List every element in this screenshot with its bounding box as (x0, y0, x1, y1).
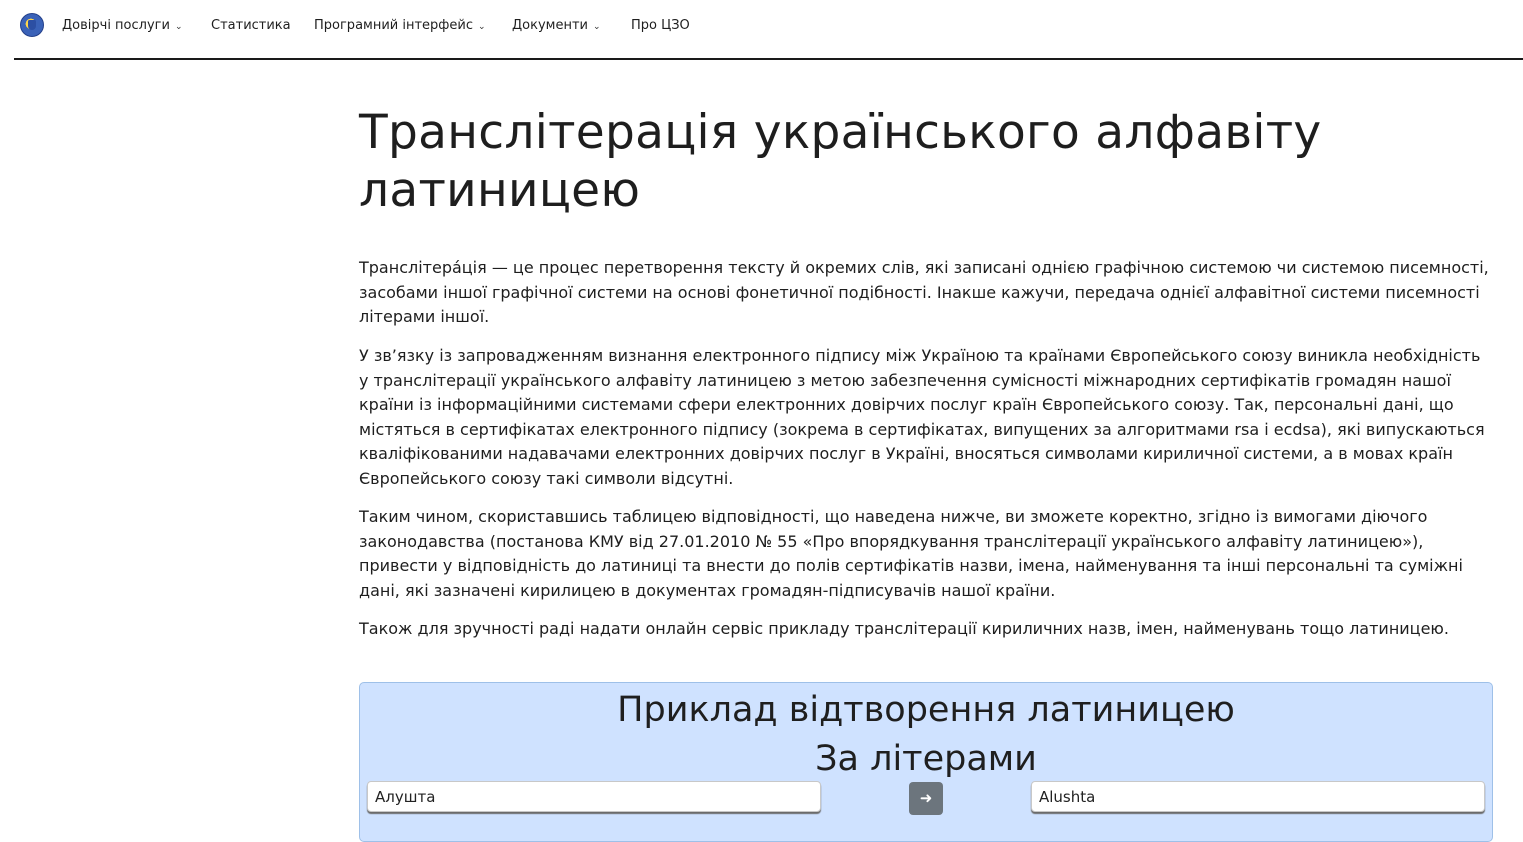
intro-paragraph-2: У зв’язку із запровадженням визнання електронного підпису між Україною та країнами Європейського союзу виникла необхідність у транслітерації українського алфавіту латиницею з метою забезпечення сумісності міжнародних сертифікатів громадян нашої країни із інформаційними системами сфери електронних довірчих послуг країн Європейського союзу. Так, персональні дані, що містяться в сертифікатах електронного підпису (зокрема в сертифікатах, випущених за алгоритмами rsa і ecdsa), які випускаються кваліфікованими надавачами електронних довірчих послуг в Україні, вносяться символами кириличної системи, а в мовах країн Європейського союзу такі символи відсутні. (359, 346, 1485, 488)
transliterate-button[interactable] (909, 782, 943, 815)
nav-about[interactable] (631, 18, 690, 33)
intro-paragraph-1: Транслітера́ція — це процес перетворення тексту й окремих слів, які записані однією графічною системою чи системою писемності, засобами іншої графічної системи на основі фонетичної подібності. Інакше кажучи, передача однієї алфавітної системи писемності літерами іншої. (359, 258, 1489, 326)
page-title: Транслітерація українського алфавіту латиницею (359, 105, 1322, 218)
nav-api[interactable] (314, 18, 486, 33)
nav-statistics[interactable] (211, 18, 291, 33)
latin-output-field[interactable] (1031, 781, 1485, 812)
intro-paragraph-4: Також для зручності раді надати онлайн сервіс прикладу транслітерації кириличних назв, імен, найменувань тощо латиницею. (359, 619, 1449, 638)
top-navbar (14, 0, 1523, 60)
nav-api-label: Програмний інтерфейс (314, 18, 474, 33)
chevron-down-icon: ⌄ (478, 21, 486, 32)
site-logo-icon[interactable] (20, 13, 44, 37)
nav-trust-services[interactable] (62, 18, 183, 33)
example-title: Приклад відтворення латиницею (617, 690, 1235, 730)
example-subtitle: За літерами (815, 739, 1037, 779)
main-content (359, 100, 1493, 638)
nav-documents[interactable] (512, 18, 601, 33)
nav-statistics-label: Статистика (211, 18, 291, 33)
nav-documents-label: Документи (512, 18, 588, 33)
chevron-down-icon: ⌄ (592, 21, 601, 32)
nav-trust-services-label: Довірчі послуги (62, 18, 170, 33)
transliteration-example-panel (359, 682, 1493, 842)
intro-paragraph-3: Таким чином, скориставшись таблицею відповідності, що наведена нижче, ви зможете коректно, згідно із вимогами діючого законодавства (постанова КМУ від 27.01.2010 № 55 «Про впорядкування транслітерації українського алфавіту латиницею»), привести у відповідність до латиниці та внести до полів сертифікатів назви, імена, найменування та інші персональні та суміжні дані, які зазначені кирилицею в документах громадян-підписувачів нашої країни. (359, 507, 1463, 600)
arrow-right-icon: ➜ (919, 790, 933, 807)
cyrillic-input[interactable] (367, 781, 821, 812)
chevron-down-icon: ⌄ (174, 21, 183, 32)
nav-about-label: Про ЦЗО (631, 18, 690, 33)
